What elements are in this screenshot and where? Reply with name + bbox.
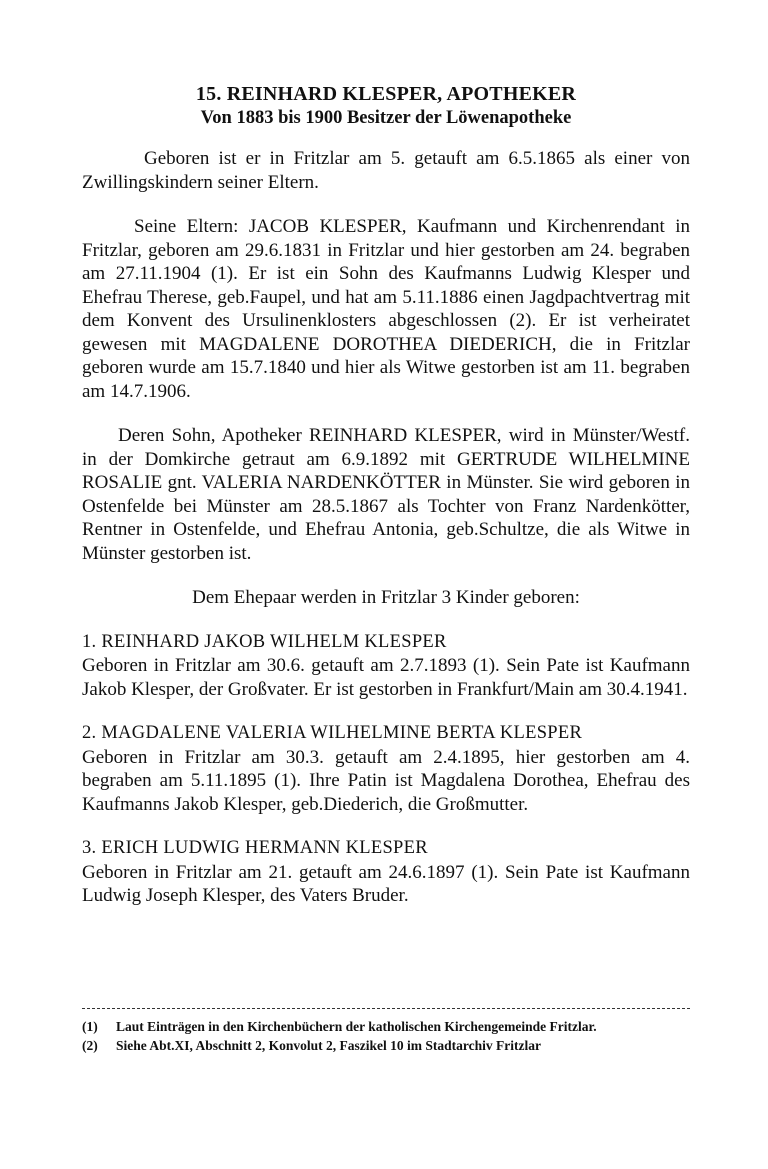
paragraph-marriage: Deren Sohn, Apotheker REINHARD KLESPER, wird in Münster/Westf. in der Domkirche getraut am 6.9.1892 mit GERTRUDE WILHELMINE ROSALIE gnt. VALERIA NARDENKÖTTER in Münster. Sie wird geboren in Ostenfelde bei Münster am 28.5.1867 als Tochter von Franz Nardenkötter, Rentner in Ostenfelde, und Ehefrau Antonia, geb.Schultze, die als Witwe in Münster gestorben ist.	[82, 425, 690, 564]
footnote-number: (2)	[82, 1038, 98, 1053]
chapter-subtitle: Von 1883 bis 1900 Besitzer der Löwenapotheke	[200, 108, 572, 128]
footnote-text: Siehe Abt.XI, Abschnitt 2, Konvolut 2, Faszikel 10 im Stadtarchiv Fritzlar	[116, 1038, 542, 1053]
footnote-text: Laut Einträgen in den Kirchenbüchern der katholischen Kirchengemeinde Fritzlar.	[116, 1019, 597, 1034]
paragraph-parents: Seine Eltern: JACOB KLESPER, Kaufmann und Kirchenrendant in Fritzlar, geboren am 29.6.1831 in Fritzlar und hier gestorben am 24. begraben am 27.11.1904 (1). Er ist ein Sohn des Kaufmanns Ludwig Klesper und Ehefrau Therese, geb.Faupel, und hat am 5.11.1886 einen Jagdpachtvertrag mit dem Konvent des Ursulinenklosters abgeschlossen (2). Er ist verheiratet gewesen mit MAGDALENE DOROTHEA DIEDERICH, die in Fritzlar geboren wurde am 15.7.1840 und hier als Witwe gestorben ist am 11. begraben am 14.7.1906.	[82, 216, 690, 402]
child-name: 2. MAGDALENE VALERIA WILHELMINE BERTA KLESPER	[82, 723, 583, 743]
document-body	[82, 82, 690, 908]
child-name: 3. ERICH LUDWIG HERMANN KLESPER	[82, 838, 428, 858]
paragraph-children-intro: Dem Ehepaar werden in Fritzlar 3 Kinder geboren:	[192, 587, 580, 608]
chapter-title: 15. REINHARD KLESPER, APOTHEKER	[195, 83, 577, 105]
child-name: 1. REINHARD JAKOB WILHELM KLESPER	[82, 631, 447, 652]
paragraph-birth: Geboren ist er in Fritzlar am 5. getauft am 6.5.1865 als einer von Zwillingskindern seiner Eltern.	[82, 148, 690, 193]
footnote-divider	[82, 1008, 690, 1009]
footnote	[82, 1018, 694, 1035]
footnote	[82, 1037, 694, 1054]
child-entry	[82, 837, 690, 908]
child-text: Geboren in Fritzlar am 30.6. getauft am 2.7.1893 (1). Sein Pate ist Kaufmann Jakob Klesper, der Großvater. Er ist gestorben in Frankfurt/Main am 30.4.1941.	[82, 655, 690, 700]
footnotes	[82, 1018, 694, 1054]
child-entry	[82, 722, 690, 816]
chapter-heading	[82, 82, 690, 130]
child-text: Geboren in Fritzlar am 30.3. getauft am 2.4.1895, hier gestorben am 4. begraben am 5.11.1895 (1). Ihre Patin ist Magdalena Dorothea, Ehefrau des Kaufmanns Jakob Klesper, geb.Diederich, die Großmutter.	[82, 746, 690, 815]
child-text: Geboren in Fritzlar am 21. getauft am 24.6.1897 (1). Sein Pate ist Kaufmann Ludwig Joseph Klesper, des Vaters Bruder.	[82, 861, 690, 906]
child-entry	[82, 631, 690, 702]
footnote-number: (1)	[82, 1019, 98, 1034]
